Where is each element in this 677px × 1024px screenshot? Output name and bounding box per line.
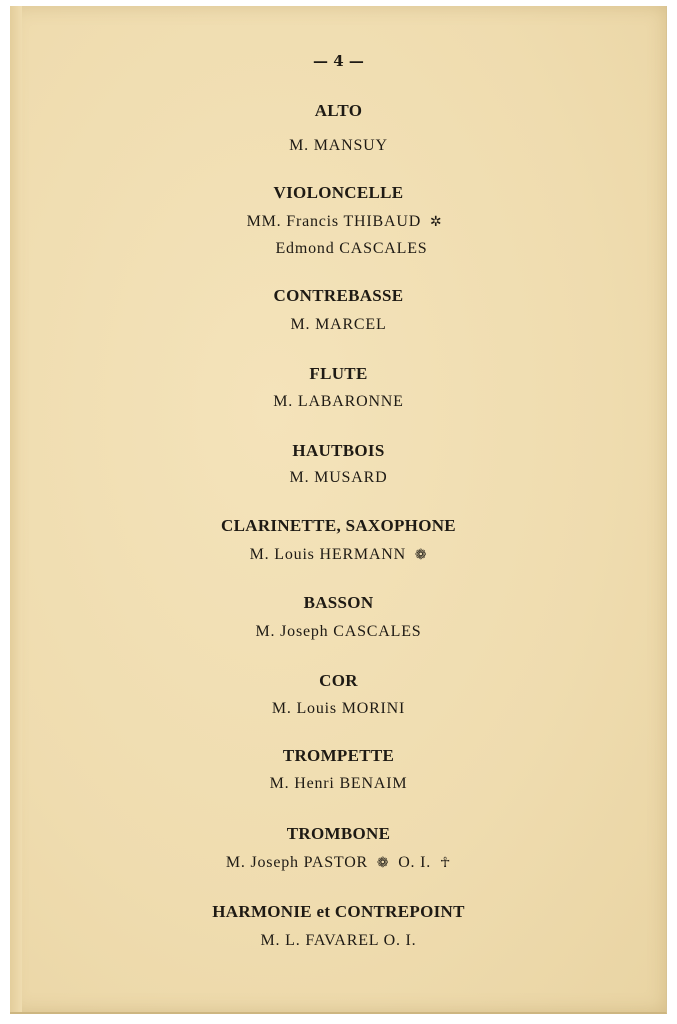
musician-name: M. Joseph CASCALES bbox=[255, 623, 422, 640]
section-hautbois bbox=[0, 441, 677, 491]
section-basson bbox=[0, 593, 677, 645]
section-heading: TROMBONE bbox=[286, 824, 391, 843]
honor-suffix: O. I. bbox=[398, 854, 432, 871]
section-clarinette-saxophone bbox=[0, 516, 677, 569]
section-heading: COR bbox=[319, 671, 358, 690]
section-trompette bbox=[0, 746, 677, 797]
section-heading: CLARINETTE, SAXOPHONE bbox=[221, 516, 456, 535]
section-trombone bbox=[0, 824, 677, 877]
section-heading: CONTREBASSE bbox=[273, 286, 404, 305]
musician-name: M. L. FAVAREL O. I. bbox=[260, 932, 417, 949]
musician-name: M. Louis MORINI bbox=[271, 700, 406, 717]
musician-name: M. MANSUY bbox=[289, 137, 388, 154]
palm-decoration-icon: ❁ bbox=[376, 856, 390, 871]
section-heading: FLUTE bbox=[309, 364, 368, 383]
musician-name: M. Louis HERMANN bbox=[249, 546, 407, 563]
section-heading: BASSON bbox=[303, 593, 374, 612]
section-cor bbox=[0, 671, 677, 722]
musician-name: MM. Francis THIBAUD bbox=[246, 213, 422, 230]
section-heading: ALTO bbox=[314, 101, 363, 120]
musician-name-line bbox=[0, 209, 677, 236]
page-number: — 4 — bbox=[313, 52, 364, 70]
musician-name: M. MUSARD bbox=[289, 469, 388, 486]
musician-name: M. Joseph PASTOR bbox=[225, 854, 369, 871]
star-decoration-icon: ✲ bbox=[429, 215, 443, 230]
musician-name-line bbox=[0, 850, 677, 877]
palm-decoration-icon: ❁ bbox=[414, 548, 428, 563]
section-flute bbox=[0, 364, 677, 415]
musician-name: M. LABARONNE bbox=[273, 393, 404, 410]
section-contrebasse bbox=[0, 286, 677, 338]
musician-name: M. Henri BENAIM bbox=[269, 775, 408, 792]
section-heading: VIOLONCELLE bbox=[273, 183, 404, 202]
section-harmonie-contrepoint bbox=[0, 902, 677, 954]
musician-name: Edmond CASCALES bbox=[275, 240, 428, 257]
musician-name: M. MARCEL bbox=[290, 316, 387, 333]
section-heading: HARMONIE et CONTREPOINT bbox=[212, 902, 465, 921]
musician-name-line bbox=[0, 542, 677, 569]
section-alto bbox=[0, 101, 677, 159]
section-violoncelle bbox=[0, 183, 677, 262]
section-heading: TROMPETTE bbox=[282, 746, 395, 765]
section-heading: HAUTBOIS bbox=[292, 441, 385, 460]
medal-icon: ☥ bbox=[439, 856, 452, 871]
